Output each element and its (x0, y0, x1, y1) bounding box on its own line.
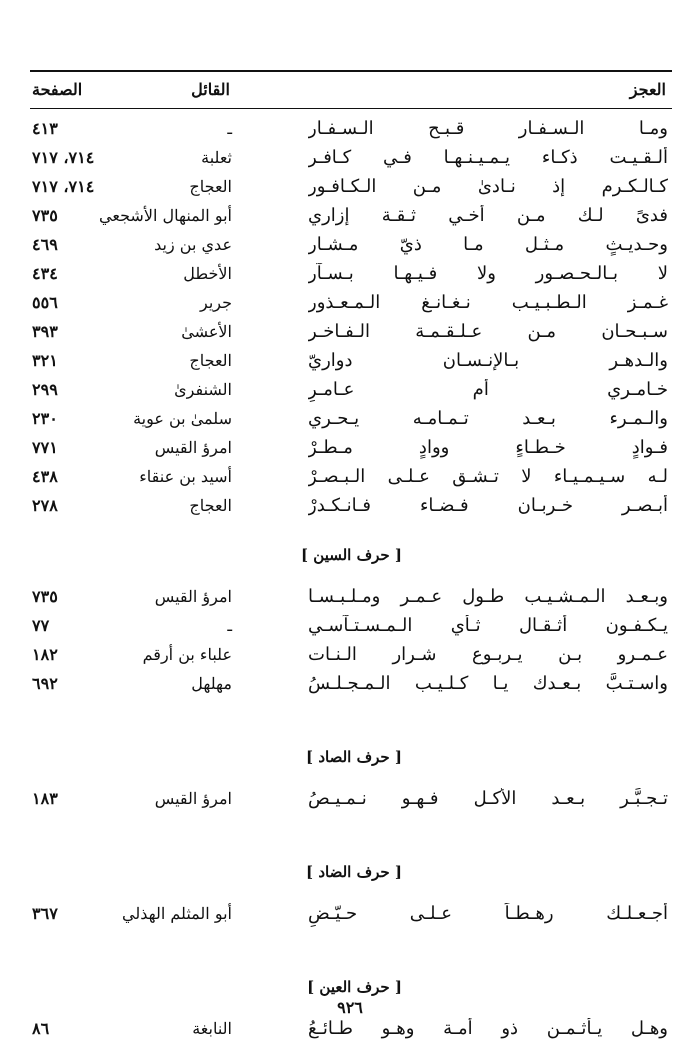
header-poet: القائل (191, 80, 230, 99)
poet-name: علباء بن أرقم (142, 645, 232, 664)
page-ref: ٣٢١ (32, 351, 58, 370)
page-ref: ٣٩٣ (32, 322, 58, 341)
poet-name: سلمىٰ بن عوية (133, 409, 232, 428)
poet-name: العجاج (189, 496, 232, 515)
verse-text: لا بـالـحـصـور ولا فـيـهـا بـسـآر (308, 263, 668, 284)
index-table (30, 115, 672, 1044)
poet-name: العجاج (189, 177, 232, 196)
table-row (30, 1015, 672, 1044)
poet-name: عدي بن زيد (154, 235, 232, 254)
page-ref: ٧٣٥ (32, 206, 58, 225)
verse-text: خـامـري أم عـامـرِ (308, 379, 668, 400)
page-ref: ٥٥٦ (32, 293, 58, 312)
poet-name: امرؤ القيس (154, 438, 232, 457)
verse-text: أجـعـلـك رهـطـاً عـلـى حـيّـضِ (308, 903, 668, 924)
verse-text: لـه سـيـمـيـاء لا تـشـق عـلـى الـبـصـرْ (308, 466, 668, 487)
poet-name: الأخطل (183, 264, 232, 283)
table-row (30, 173, 672, 202)
verse-text: والـدهـر بـالإنـسـان دواريّ (308, 350, 668, 371)
poet-name: أسيد بن عنقاء (139, 467, 232, 486)
poet-name: أبو المنهال الأشجعي (99, 206, 232, 225)
poet-name: الأعشىٰ (181, 322, 232, 341)
page-ref: ٢٩٩ (32, 380, 58, 399)
page-ref: ٧١٤، ٧١٧ (32, 177, 95, 196)
table-row (30, 900, 672, 929)
page-ref: ٤٦٩ (32, 235, 58, 254)
verse-text: سـبـحـان مـن عـلـقـمـة الـفـاخـر (308, 321, 668, 342)
table-row (30, 202, 672, 231)
page-ref: ٧٧١ (32, 438, 58, 457)
table-header (30, 70, 672, 109)
verse-text: عـمـرو بـن يـربـوع شـرار الـنـات (308, 644, 668, 665)
section-title: [ حرف العين ] (307, 978, 402, 996)
table-row (30, 583, 672, 612)
poet-name: مهلهل (191, 674, 232, 693)
table-row (30, 115, 672, 144)
page-ref: ١٨٢ (32, 645, 58, 664)
poet-name: ـ (227, 616, 232, 635)
table-row (30, 670, 672, 699)
page-ref: ٨٦ (32, 1019, 50, 1038)
verse-text: فـوادٍ خـطـاءٍ ووادٍ مـطـرْ (308, 437, 668, 458)
poet-name: العجاج (189, 351, 232, 370)
verse-text: أبـصـر خـربـان فـضـاء فـانـكـدرْ (308, 495, 668, 516)
page-ref: ٤٣٤ (32, 264, 58, 283)
header-page: الصفحة (32, 80, 83, 99)
section-title: [ حرف الصاد ] (306, 748, 402, 766)
table-row (30, 376, 672, 405)
verse-text: ألـقـيـت ذكـاء يـمـيـنـهـا فـي كـافـر (308, 147, 668, 168)
verse-text: واسـتـبَّ بـعـدك يـا كـلـيـب الـمـجـلـسُ (308, 673, 668, 694)
table-row (30, 434, 672, 463)
section-heading (30, 838, 672, 900)
page-ref: ٧٣٥ (32, 587, 58, 606)
verse-text: يـكـفـون أثـقـال ثـأي الـمـسـتـآسـي (308, 615, 668, 636)
table-row (30, 289, 672, 318)
page-ref: ٢٧٨ (32, 496, 58, 515)
poet-name: ـ (227, 119, 232, 138)
verse-text: تـجـبَّـر بـعـد الأكـل فـهـو نـمـيـصُ (308, 788, 668, 809)
poet-name: جرير (200, 293, 232, 312)
table-row (30, 231, 672, 260)
page-ref: ٤١٣ (32, 119, 58, 138)
verse-text: كـالـكـرم إذ نـادىٰ مـن الـكـافـور (308, 176, 668, 197)
verse-text: وحـديـثٍ مـثـل مـا ذيّ مـشـار (308, 234, 668, 255)
table-row (30, 785, 672, 814)
section-heading (30, 723, 672, 785)
table-row (30, 405, 672, 434)
spacer (30, 699, 672, 723)
verse-text: والـمـرء بـعـد تـمـامـه يـحـري (308, 408, 668, 429)
table-row (30, 144, 672, 173)
table-row (30, 318, 672, 347)
verse-text: وهـل يـأثـمـن ذو أمـة وهـو طـائـعُ (308, 1018, 668, 1039)
spacer (30, 814, 672, 838)
page-ref: ١٨٣ (32, 789, 58, 808)
poet-name: ثعلبة (201, 148, 232, 167)
verse-text: فدىً لـك مـن أخـي ثـقـة إزاري (308, 205, 668, 226)
poet-name: امرؤ القيس (154, 789, 232, 808)
section-heading (30, 521, 672, 583)
table-row (30, 492, 672, 521)
page-ref: ٧١٤، ٧١٧ (32, 148, 95, 167)
header-verse: العجز (629, 80, 666, 99)
table-row (30, 463, 672, 492)
poet-name: امرؤ القيس (154, 587, 232, 606)
section-title: [ حرف الضاد ] (306, 863, 402, 881)
table-row (30, 347, 672, 376)
page-ref: ٢٣٠ (32, 409, 58, 428)
table-row (30, 260, 672, 289)
page-ref: ٣٦٧ (32, 904, 58, 923)
poet-name: الشنفرىٰ (174, 380, 232, 399)
poet-name: أبو المثلم الهذلي (122, 904, 232, 923)
page-number: ٩٢٦ (337, 998, 363, 1017)
page-ref: ٧٧ (32, 616, 50, 635)
verse-text: غـمـز الـطـبـيـب نـغـانـغ الـمـعـذور (308, 292, 668, 313)
section-title: [ حرف السين ] (300, 546, 402, 564)
table-row (30, 641, 672, 670)
table-row (30, 612, 672, 641)
page-ref: ٦٩٢ (32, 674, 58, 693)
verse-text: ومـا الـسـفـار قـبـح الـسـفـار (308, 118, 668, 139)
verse-text: وبـعـد الـمـشـيـب طـول عـمـر ومـلـبـسـا (308, 586, 668, 607)
poet-name: النابغة (192, 1019, 232, 1038)
spacer (30, 929, 672, 953)
page-ref: ٤٣٨ (32, 467, 58, 486)
